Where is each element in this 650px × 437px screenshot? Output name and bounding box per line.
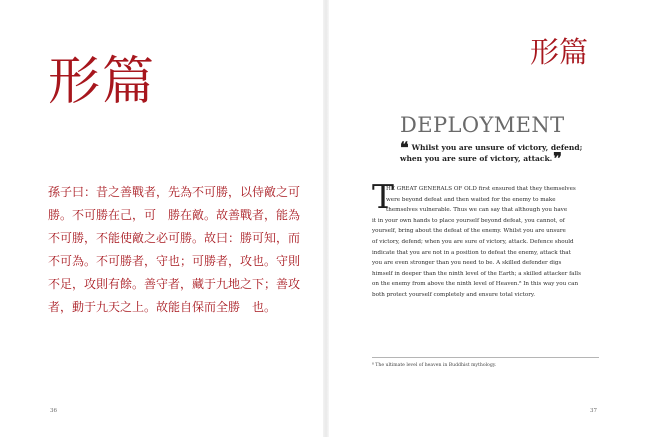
right-page-number: 37	[590, 408, 597, 414]
left-chapter-title: 形篇	[48, 52, 157, 112]
body-line: himself in deeper than the ninth level of the Earth; a skilled attacker falls	[372, 270, 581, 277]
footnote-divider	[372, 357, 599, 358]
right-chapter-title: 形篇	[530, 35, 589, 69]
pull-quote	[400, 138, 600, 168]
pull-quote-line-1	[400, 138, 600, 157]
body-line: were beyond defeat and then waited for the enemy to make	[386, 196, 556, 203]
chinese-text-line: 不可為。不可勝者，守也；可勝者，攻也。守則	[48, 254, 301, 268]
body-line: yourself, bring about the defeat of the enemy. Whilst you are unsure	[372, 228, 566, 235]
book-gutter	[323, 0, 329, 437]
chinese-text-line: 者，動于九天之上。故能自保而全勝 也。	[48, 300, 277, 314]
pull-quote-line-2	[400, 149, 600, 168]
close-quote-mark: ❞	[553, 149, 562, 168]
body-line: it in your own hands to place yourself beyond defeat, you cannot, of	[372, 217, 565, 224]
chinese-text-line: 孫子曰：昔之善戰者，先為不可勝，以侍敵之可	[48, 185, 301, 199]
body-line: you are even stronger than you need to be. A skilled defender digs	[372, 260, 562, 267]
english-body-text	[372, 184, 600, 301]
chinese-text-line: 不足，攻則有餘。善守者，藏于九地之下；善攻	[48, 277, 301, 291]
left-page-number: 36	[50, 408, 57, 414]
left-chinese-text	[48, 181, 301, 319]
chapter-heading: DEPLOYMENT	[400, 113, 565, 137]
body-line: HE GREAT GENERALS OF OLD first ensured that they themselves	[386, 186, 576, 192]
chinese-text-line: 不可勝，不能使敵之必可勝。故曰：勝可知，而	[48, 231, 301, 245]
body-line: both protect yourself completely and ensure total victory.	[372, 291, 536, 298]
body-line: of victory, defend; when you are sure of victory, attack. Defence should	[372, 238, 574, 245]
body-line: on the enemy from above the ninth level of Heaven.⁸ In this way you can	[372, 281, 579, 288]
open-quote-mark: ❝	[400, 138, 409, 157]
pull-quote-text-1: Whilst you are unsure of victory, defend;	[411, 143, 583, 152]
pull-quote-text-2: when you are sure of victory, attack.	[400, 154, 553, 163]
chinese-text-line: 勝。不可勝在己，可 勝在敵。故善戰者，能為	[48, 208, 301, 222]
footnote: ⁸ The ultimate level of heaven in Buddhist mythology.	[372, 363, 497, 368]
body-line: indicate that you are not in a position to defeat the enemy, attack that	[372, 249, 571, 256]
drop-cap: T	[372, 177, 395, 216]
body-line: themselves vulnerable. Thus we can say that although you have	[386, 207, 568, 214]
